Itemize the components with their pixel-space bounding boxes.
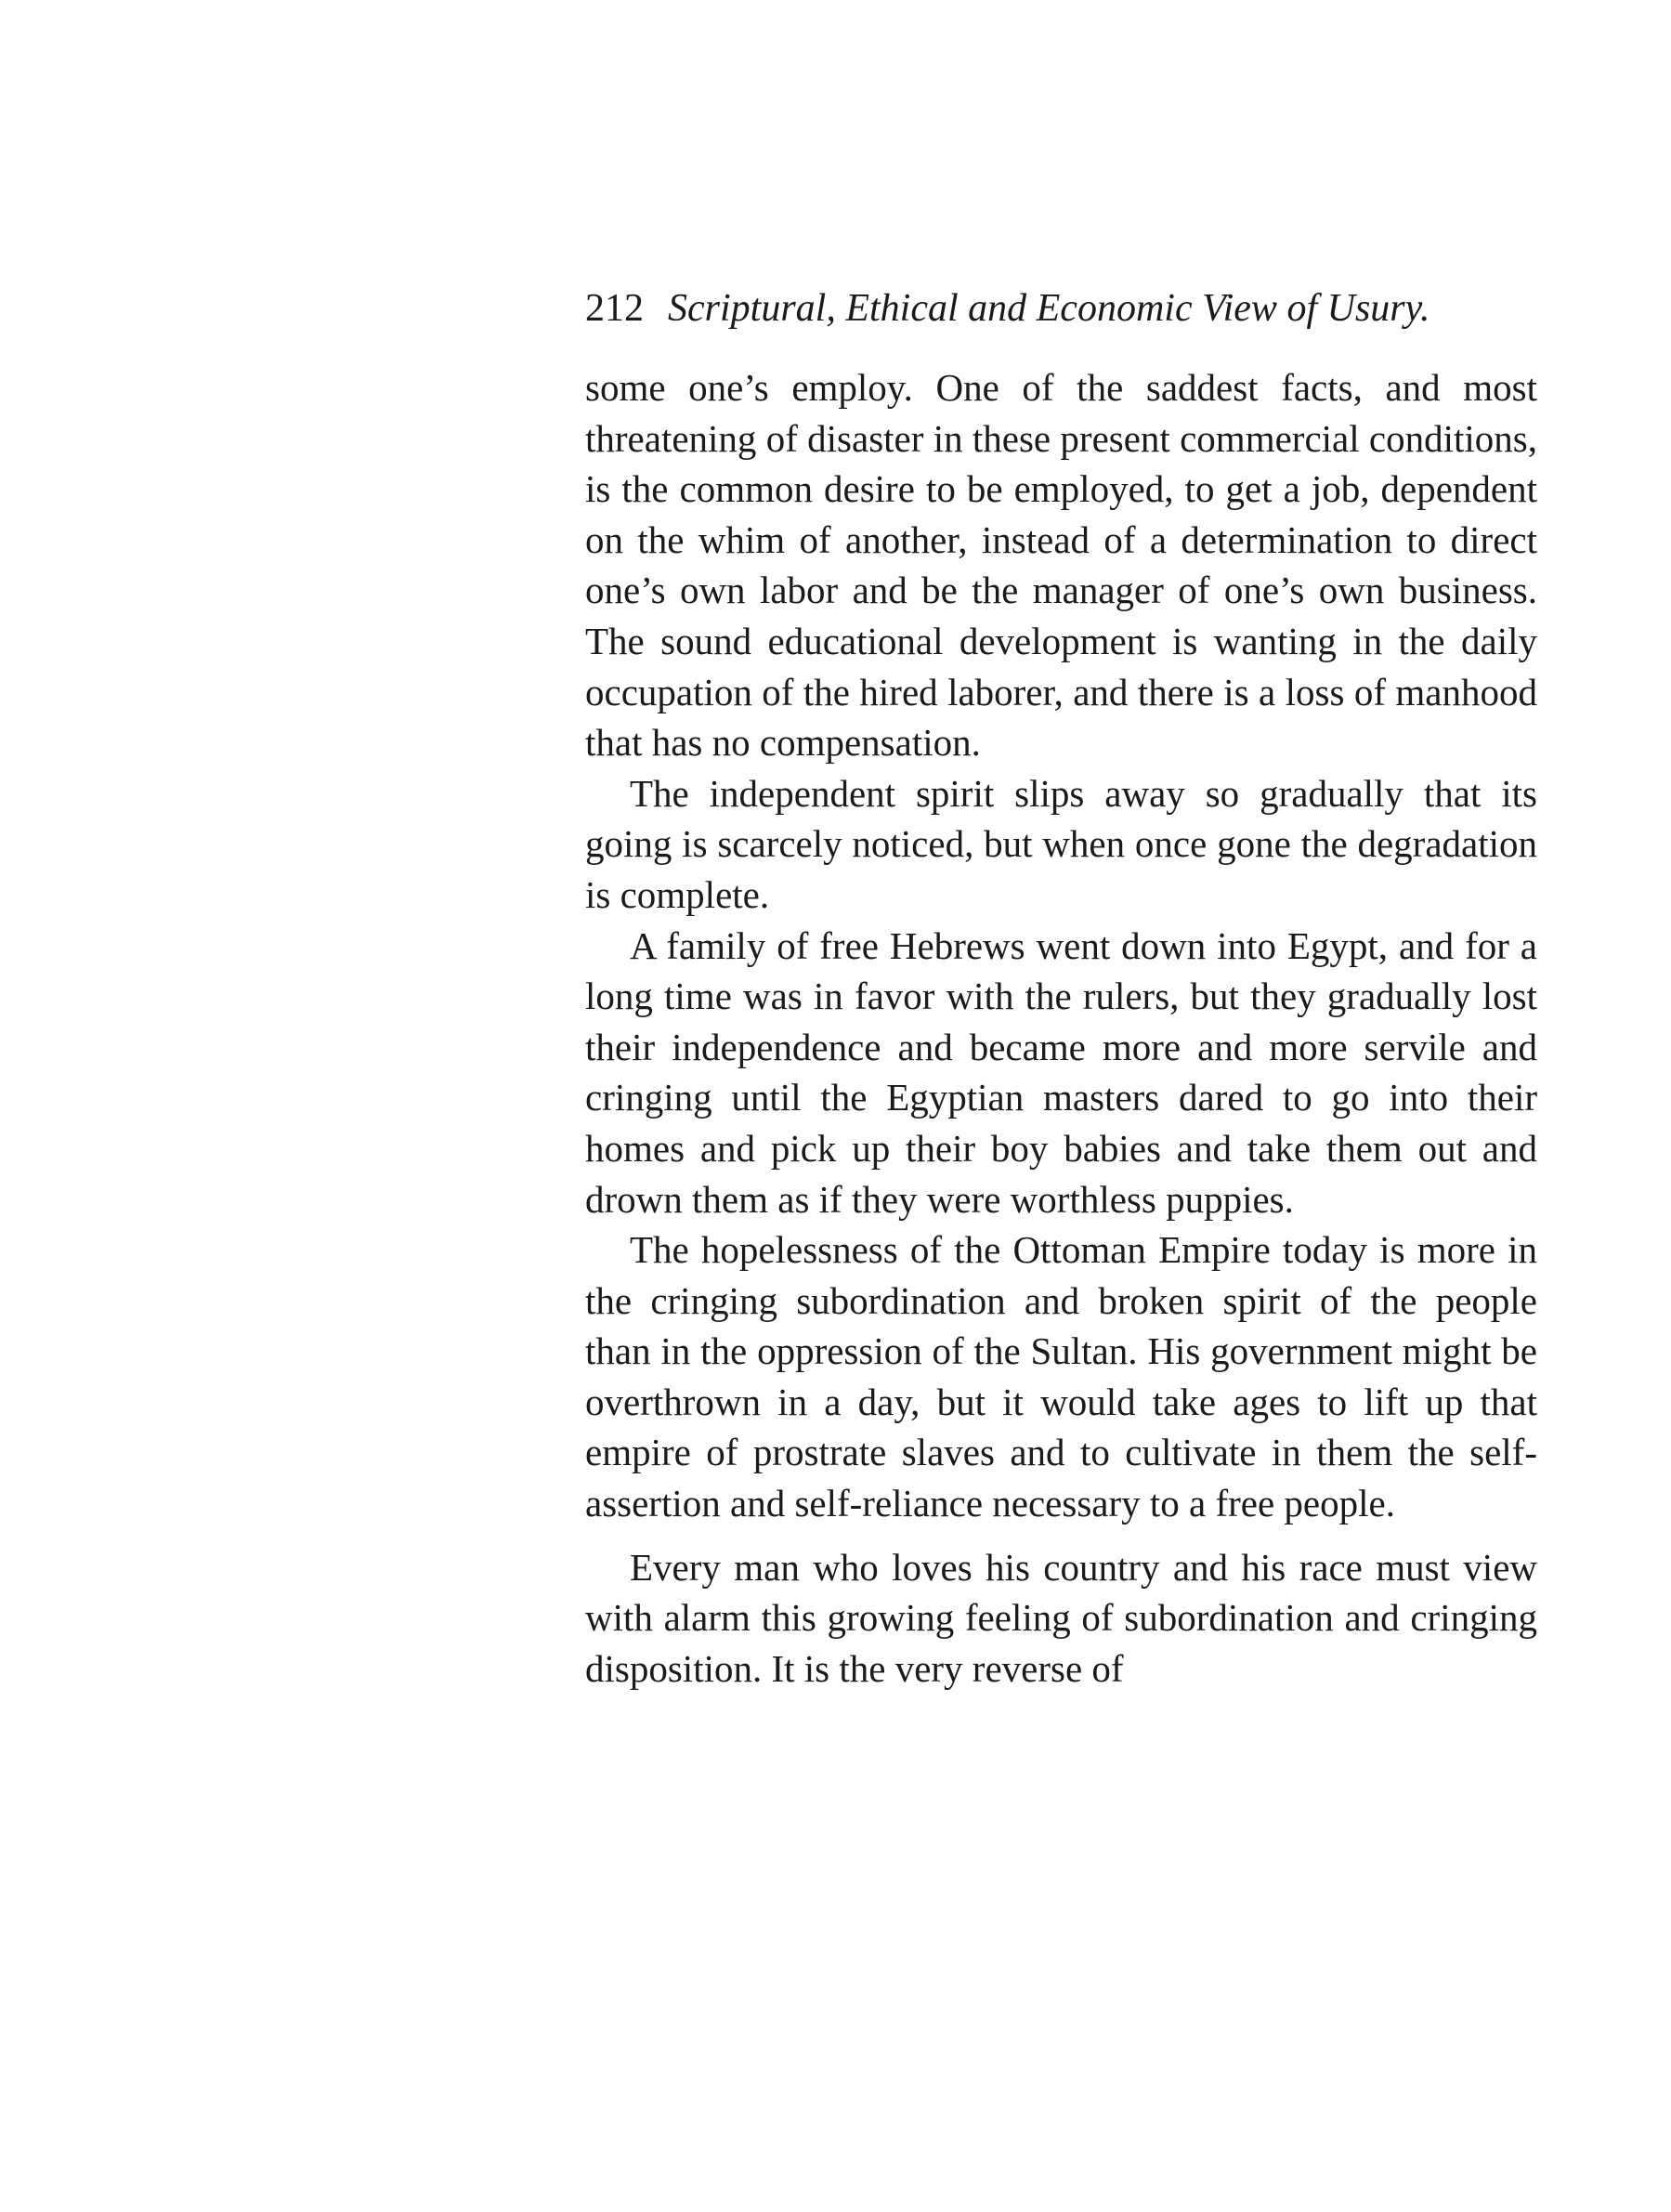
running-header [585, 281, 1533, 336]
paragraph-hebrews-egypt: A family of free Hebrews went down into Egypt, and for a long time was in favor with the rulers, but they gradually lost their independence and became more and more servile and cringing until the Egyptian masters dared to go into their homes and pick up their boy babies and take them out and drown them as if they were worthless puppies. [585, 923, 1537, 1221]
paragraph-independent-spirit: The independent spirit slips away so gradually that its going is scarcely noticed, but when once gone the degradation is complete. [585, 771, 1537, 916]
page-number: 212 [585, 287, 644, 330]
paragraph-every-man: Every man who loves his country and his race must view with alarm this growing feeling of subordination and cringing disposition. It is the very reverse of [585, 1545, 1537, 1690]
running-title: Scriptural, Ethical and Economic View of Usury. [668, 287, 1430, 330]
paragraph-ottoman-empire: The hopelessness of the Ottoman Empire today is more in the cringing subordination and broken spirit of the people than in the oppression of the Sultan. His government might be overthrown in a day, but it would take ages to lift up that empire of prostrate slaves and to cultivate in them the self-assertion and self-reliance necessary to a free people. [585, 1228, 1537, 1525]
paragraph-continuation: some one’s employ. One of the saddest facts, and most threatening of disaster in these present commercial conditions, is the common desire to be employed, to get a job, dependent on the whim of another, instead of a determination to direct one’s own labor and be the manager of one’s own business. The sound educational development is wanting in the daily occupation of the hired laborer, and there is a loss of manhood that has no compensation. [585, 366, 1537, 765]
body-text [585, 362, 1537, 1694]
